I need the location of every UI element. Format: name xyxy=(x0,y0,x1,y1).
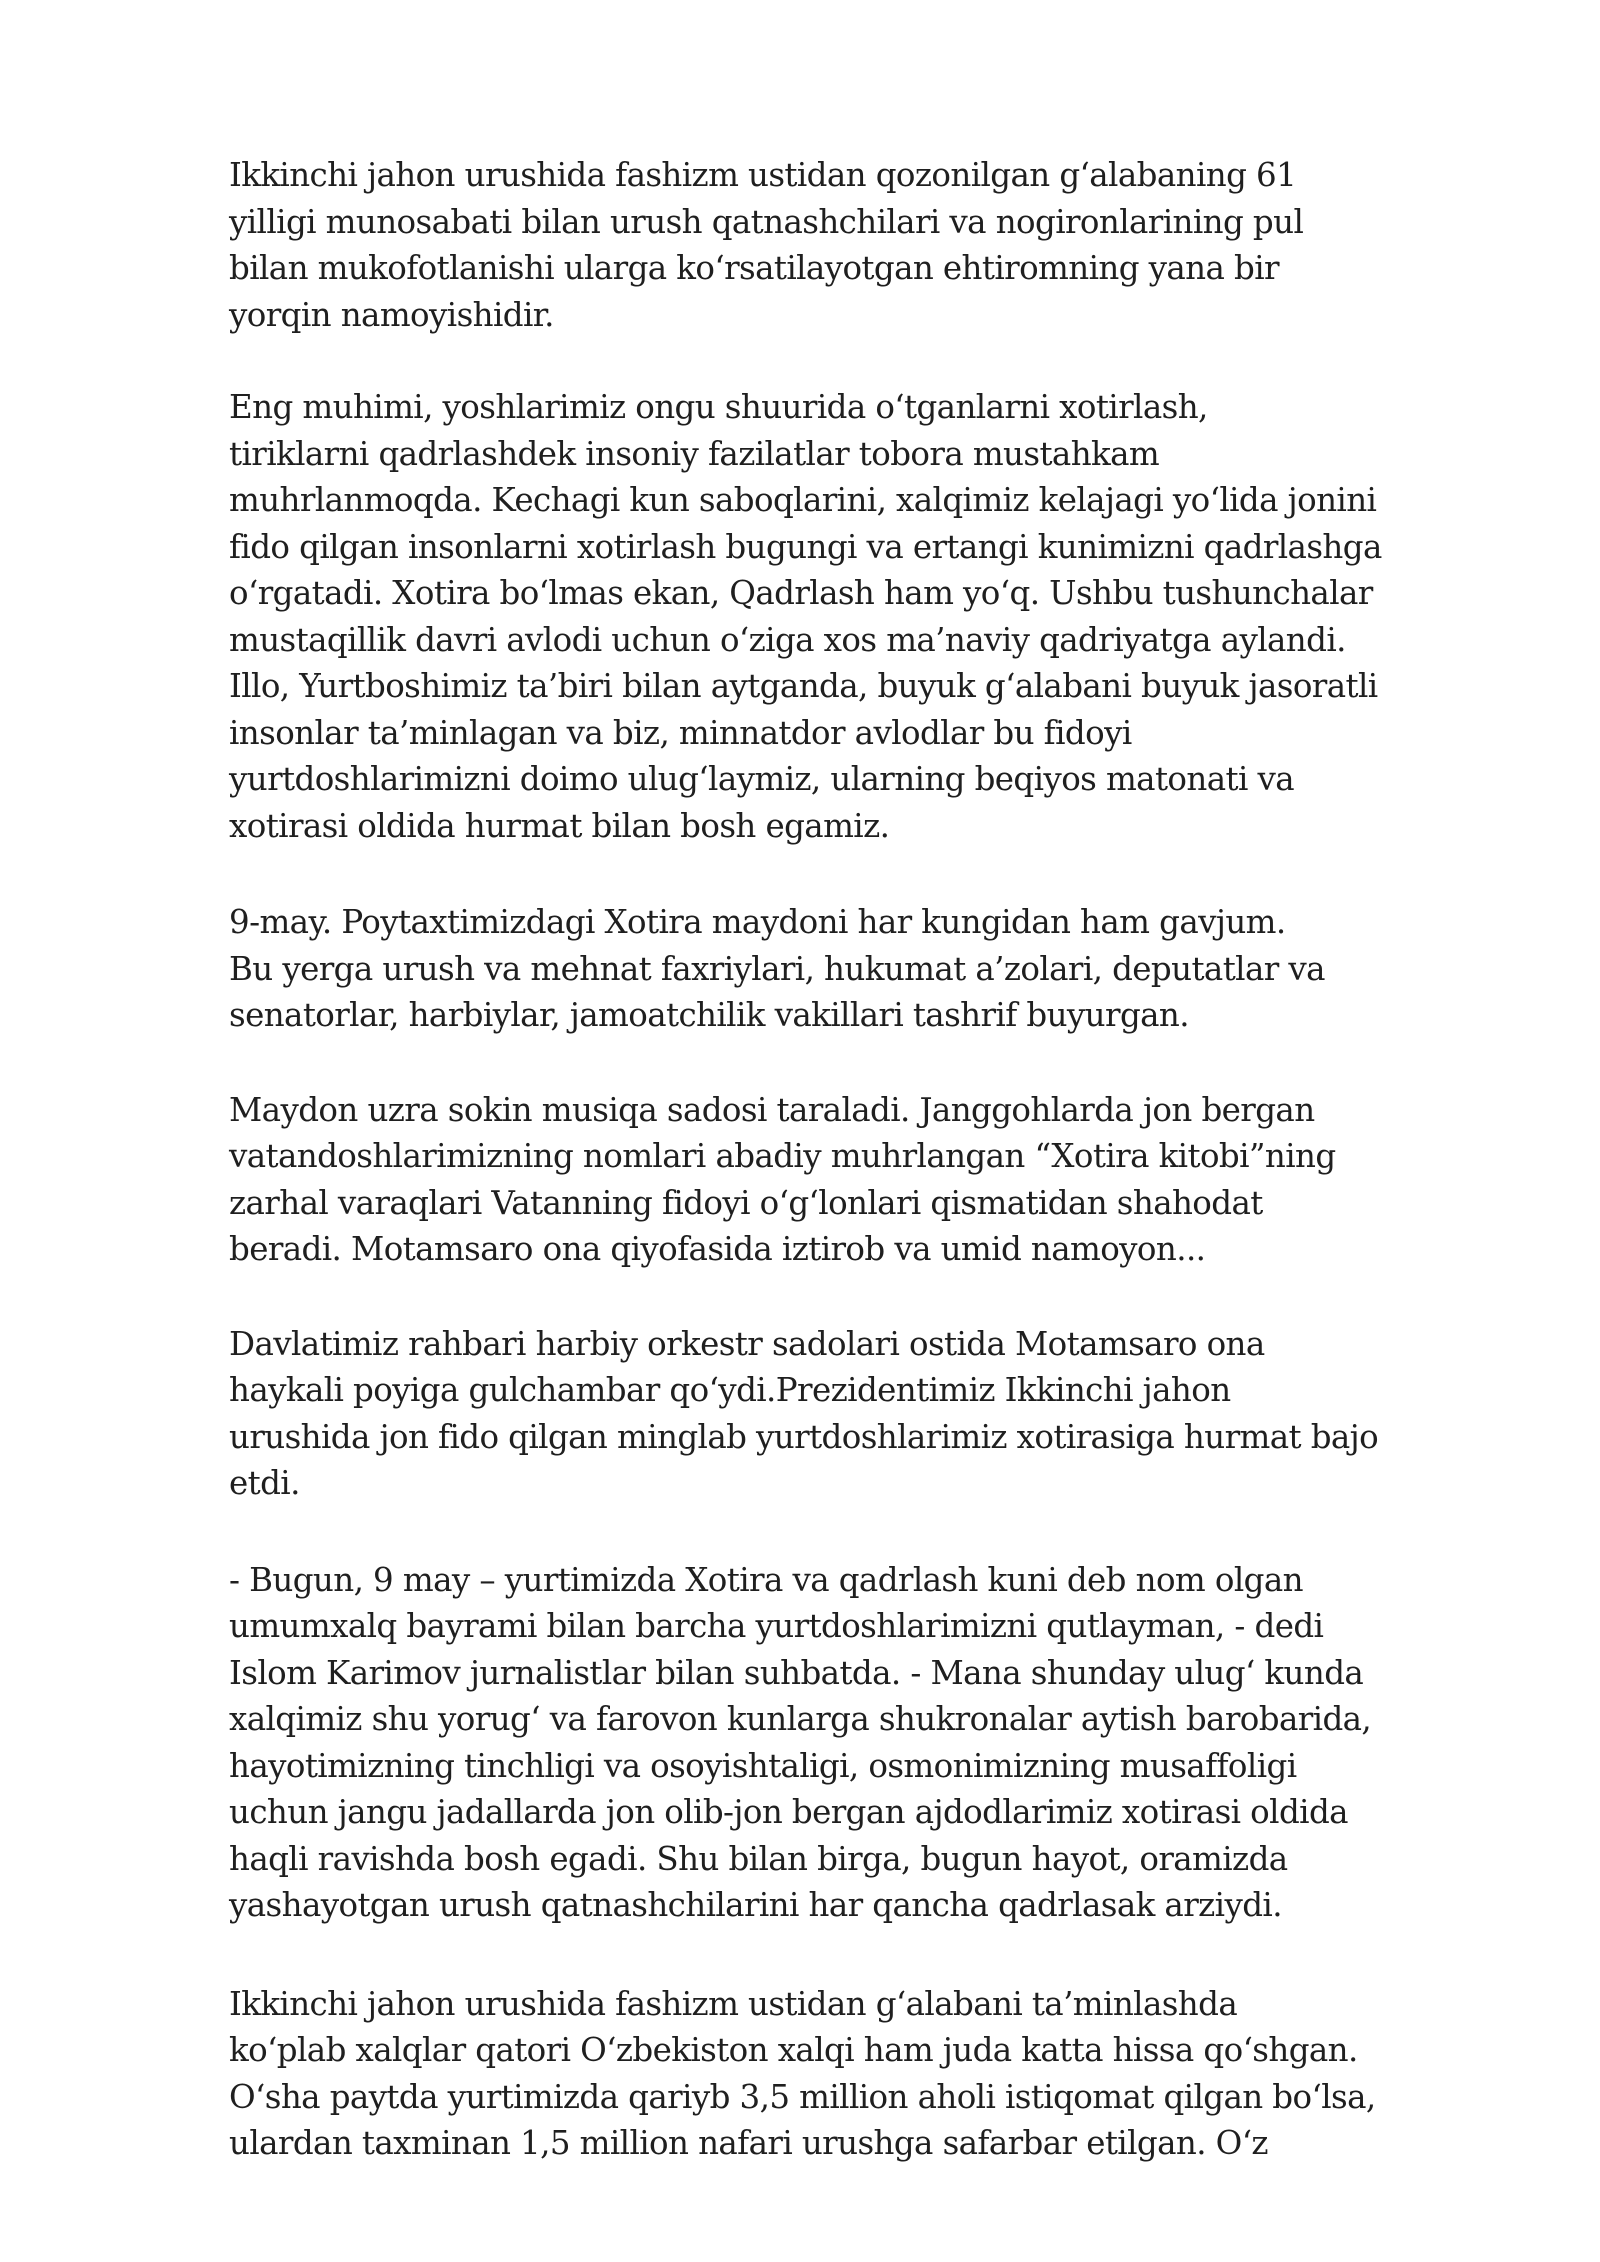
paragraph-book-of-memory: Maydon uzra sokin musiqa sadosi taraladi. Janggohlarda jon bergan vatandoshlarimizning nomlari abadiy muhrlangan “Xotira kitobi”ning zarhal varaqlari Vatanning fidoyi o‘g‘lonlari qismatidan shahodat beradi. Motamsaro ona qiyofasida iztirob va umid namoyon... xyxy=(229,1090,1336,1268)
paragraph-victory-anniversary: Ikkinchi jahon urushida fashizm ustidan qozonilgan g‘alabaning 61 yilligi munosabati bilan urush qatnashchilari va nogironlarining pul bilan mukofotlanishi ularga ko‘rsatilayotgan ehtiromning yana bir yorqin namoyishidir. xyxy=(229,156,1304,334)
document-body xyxy=(229,152,1459,2167)
paragraph-wreath-laying: Davlatimiz rahbari harbiy orkestr sadolari ostida Motamsaro ona haykali poyiga gulchambar qo‘ydi.Prezidentimiz Ikkinchi jahon urushida jon fido qilgan minglab yurtdoshlarimiz xotirasiga hurmat bajo etdi. xyxy=(229,1324,1379,1502)
paragraph-president-statement: - Bugun, 9 may – yurtimizda Xotira va qadrlash kuni deb nom olgan umumxalq bayrami bilan barcha yurtdoshlarimizni qutlayman, - dedi Islom Karimov jurnalistlar bilan suhbatda. - Mana shunday ulug‘ kunda xalqimiz shu yorug‘ va farovon kunlarga shukronalar aytish barobarida, hayotimizning tinchligi va osoyishtaligi, osmonimizning musaffoligi uchun jangu jadallarda jon olib-jon bergan ajdodlarimiz xotirasi oldida haqli ravishda bosh egadi. Shu bilan birga, bugun hayot, oramizda yashayotgan urush qatnashchilarini har qancha qadrlasak arziydi. xyxy=(229,1560,1372,1924)
paragraph-uzbekistan-contribution: Ikkinchi jahon urushida fashizm ustidan g‘alabani ta’minlashda ko‘plab xalqlar qatori O‘zbekiston xalqi ham juda katta hissa qo‘shgan. O‘sha paytda yurtimizda qariyb 3,5 million aholi istiqomat qilgan bo‘lsa, ulardan taxminan 1,5 million nafari urushga safarbar etilgan. O‘z xyxy=(229,1984,1376,2162)
paragraph-may-9-memorial-square: 9-may. Poytaxtimizdagi Xotira maydoni har kungidan ham gavjum. Bu yerga urush va mehnat faxriylari, hukumat a’zolari, deputatlar va senatorlar, harbiylar, jamoatchilik vakillari tashrif buyurgan. xyxy=(229,903,1325,1034)
paragraph-youth-remembrance: Eng muhimi, yoshlarimiz ongu shuurida o‘tganlarni xotirlash, tiriklarni qadrlashdek insoniy fazilatlar tobora mustahkam muhrlanmoqda. Kechagi kun saboqlarini, xalqimiz kelajagi yo‘lida jonini fido qilgan insonlarni xotirlash bugungi va ertangi kunimizni qadrlashga o‘rgatadi. Xotira bo‘lmas ekan, Qadrlash ham yo‘q. Ushbu tushunchalar mustaqillik davri avlodi uchun o‘ziga xos ma’naviy qadriyatga aylandi. Illo, Yurtboshimiz ta’biri bilan aytganda, buyuk g‘alabani buyuk jasoratli insonlar ta’minlagan va biz, minnatdor avlodlar bu fidoyi yurtdoshlarimizni doimo ulug‘laymiz, ularning beqiyos matonati va xotirasi oldida hurmat bilan bosh egamiz. xyxy=(229,388,1382,845)
